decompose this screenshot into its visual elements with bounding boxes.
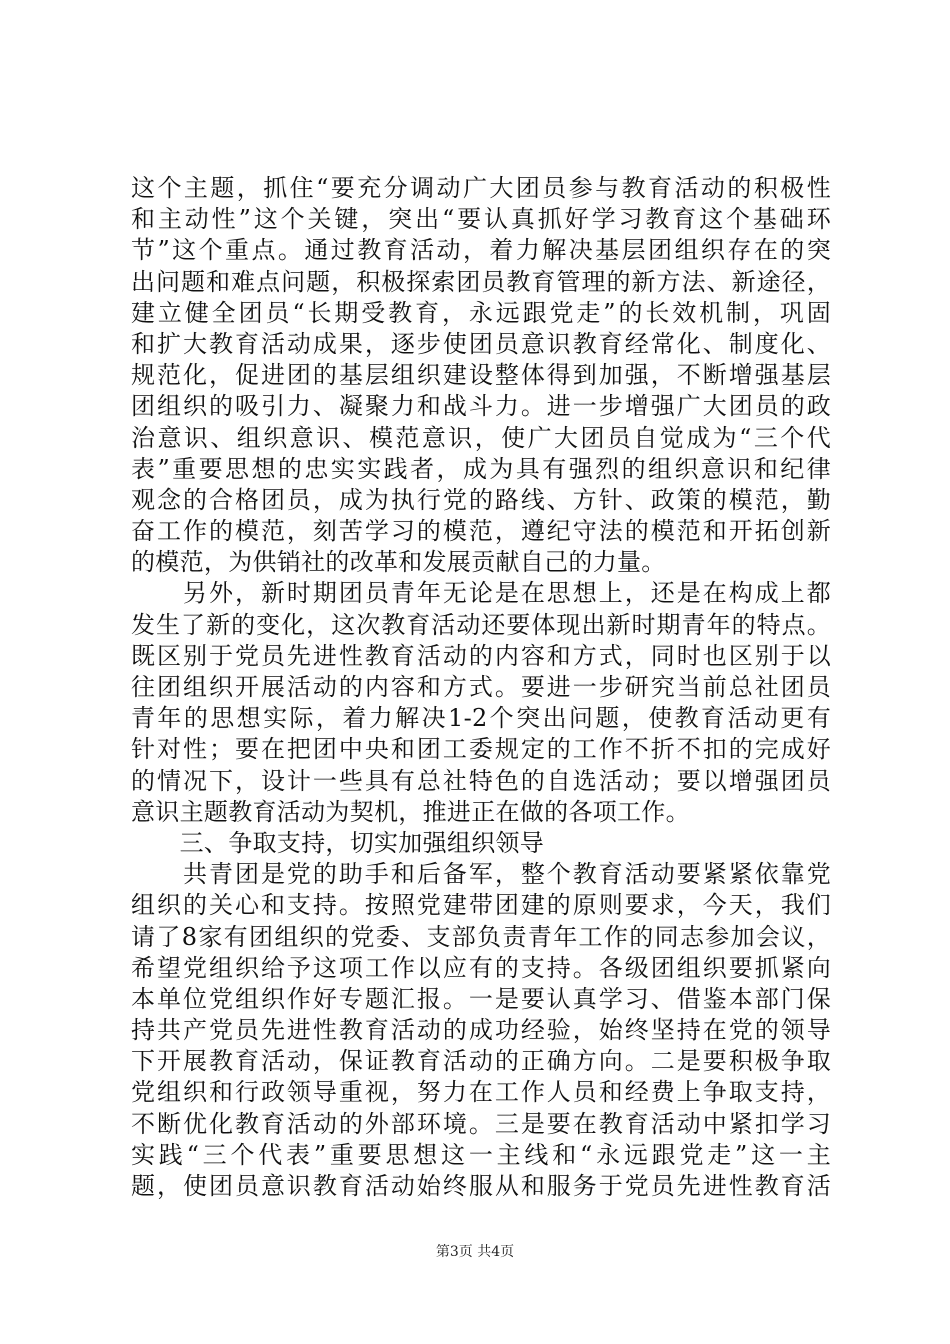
text-line: 三、争取支持，切实加强组织领导 <box>131 828 545 857</box>
text-line: 下开展教育活动，保证教育活动的正确方向。二是要积极争取 <box>131 1047 831 1076</box>
text-line: 的模范，为供销社的改革和发展贡献自己的力量。 <box>131 548 666 577</box>
text-line: 治意识、组织意识、模范意识，使广大团员自觉成为“三个代 <box>131 423 831 452</box>
text-line: 希望党组织给予这项工作以应有的支持。各级团组织要抓紧向 <box>131 953 831 982</box>
page-footer: 第3页 共4页 <box>435 1244 515 1260</box>
text-line: 组织的关心和支持。按照党建带团建的原则要求，今天，我们 <box>131 891 831 920</box>
text-line: 党组织和行政领导重视，努力在工作人员和经费上争取支持， <box>131 1078 831 1107</box>
text-line: 共青团是党的助手和后备军，整个教育活动要紧紧依靠党 <box>131 860 831 889</box>
text-line: 观念的合格团员，成为执行党的路线、方针、政策的模范，勤 <box>131 485 831 514</box>
text-line: 发生了新的变化，这次教育活动还要体现出新时期青年的特点。 <box>131 610 831 639</box>
text-line: 节”这个重点。通过教育活动，着力解决基层团组织存在的突 <box>131 236 831 265</box>
document-body <box>131 173 831 1202</box>
text-line: 请了8家有团组织的党委、支部负责青年工作的同志参加会议， <box>131 922 831 951</box>
text-line: 规范化，促进团的基层组织建设整体得到加强，不断增强基层 <box>131 361 831 390</box>
text-line: 和扩大教育活动成果，逐步使团员意识教育经常化、制度化、 <box>131 329 831 358</box>
text-line: 表”重要思想的忠实实践者，成为具有强烈的组织意识和纪律 <box>131 454 831 483</box>
text-line: 不断优化教育活动的外部环境。三是要在教育活动中紧扣学习 <box>131 1109 831 1138</box>
text-line: 奋工作的模范，刻苦学习的模范，遵纪守法的模范和开拓创新 <box>131 517 831 546</box>
text-line: 团组织的吸引力、凝聚力和战斗力。进一步增强广大团员的政 <box>131 392 831 421</box>
text-line: 题，使团员意识教育活动始终服从和服务于党员先进性教育活 <box>131 1172 831 1200</box>
text-line: 往团组织开展活动的内容和方式。要进一步研究当前总社团员 <box>131 673 831 701</box>
text-line: 和主动性”这个关键，突出“要认真抓好学习教育这个基础环 <box>131 205 831 234</box>
text-line: 的情况下，设计一些具有总社特色的自选活动；要以增强团员 <box>131 766 831 795</box>
text-line: 青年的思想实际，着力解决1-2个突出问题，使教育活动更有 <box>131 704 831 733</box>
text-line: 既区别于党员先进性教育活动的内容和方式，同时也区别于以 <box>131 641 831 670</box>
text-line: 本单位党组织作好专题汇报。一是要认真学习、借鉴本部门保 <box>131 984 831 1013</box>
text-line: 意识主题教育活动为契机，推进正在做的各项工作。 <box>131 797 690 826</box>
text-line: 建立健全团员“长期受教育，永远跟党走”的长效机制，巩固 <box>131 298 831 327</box>
text-line: 持共产党员先进性教育活动的成功经验，始终坚持在党的领导 <box>131 1016 831 1045</box>
text-line: 另外，新时期团员青年无论是在思想上，还是在构成上都 <box>131 579 831 608</box>
text-line: 这个主题，抓住“要充分调动广大团员参与教育活动的积极性 <box>131 174 831 202</box>
text-line: 实践“三个代表”重要思想这一主线和“永远跟党走”这一主 <box>131 1140 831 1169</box>
text-line: 针对性；要在把团中央和团工委规定的工作不折不扣的完成好 <box>131 735 831 764</box>
text-line: 出问题和难点问题，积极探索团员教育管理的新方法、新途径， <box>131 267 831 296</box>
